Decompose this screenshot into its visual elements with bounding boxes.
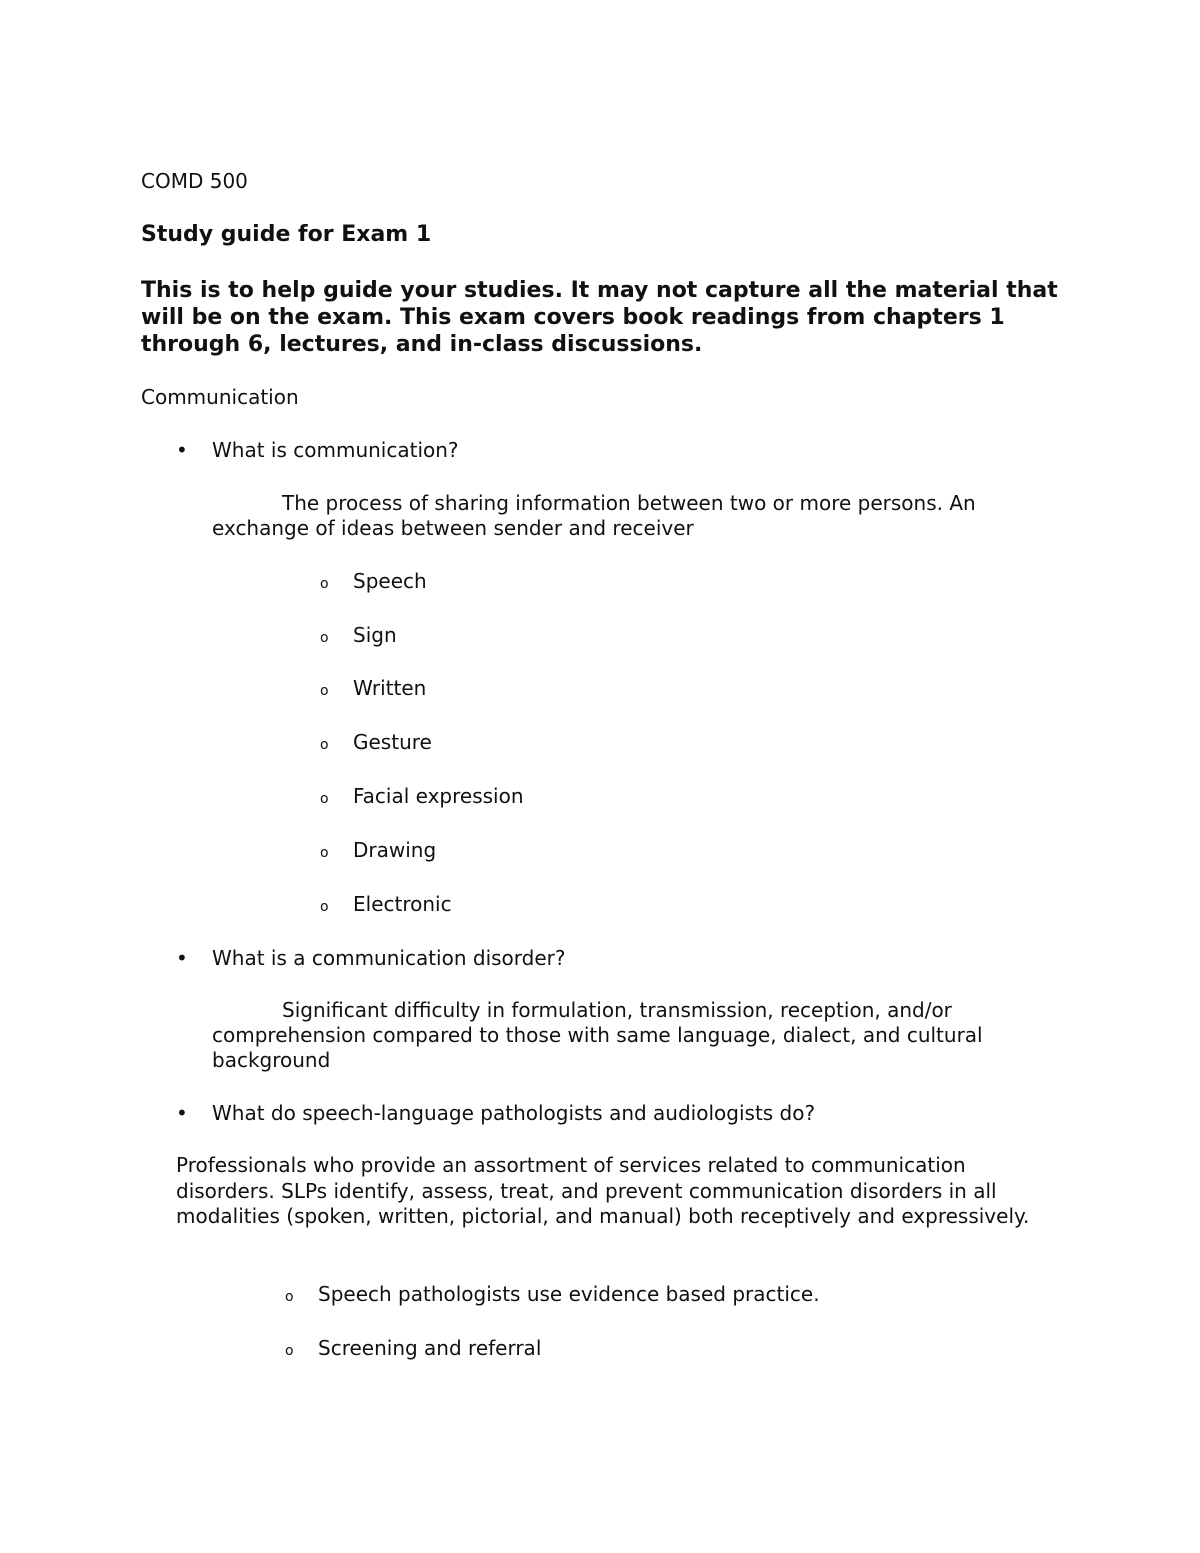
- list-item-label: Speech pathologists use evidence based practice.: [318, 1282, 820, 1306]
- list-item-label: Speech: [353, 569, 427, 593]
- circle-bullet-icon: o: [285, 1289, 294, 1305]
- bullet-icon: •: [176, 946, 188, 970]
- list-item-label: Sign: [353, 623, 397, 647]
- list-item-label: Drawing: [353, 838, 437, 862]
- bullet-icon: •: [176, 438, 188, 462]
- list-item-label: Gesture: [353, 730, 432, 754]
- list-item-label: Written: [353, 676, 427, 700]
- circle-bullet-icon: o: [320, 576, 329, 592]
- answer-text: The process of sharing information between two or more persons. An exchange of ideas between sender and receiver: [212, 491, 976, 540]
- answer-paragraph: Professionals who provide an assortment of services related to communication disorders. SLPs identify, assess, treat, and prevent communication disorders in all modalities (spoken, written, pictorial, and manual) both receptively and expressively.: [176, 1153, 1030, 1228]
- page-title: Study guide for Exam 1: [141, 222, 432, 247]
- circle-bullet-icon: o: [320, 791, 329, 807]
- intro-paragraph: This is to help guide your studies. It may not capture all the material that will be on the exam. This exam covers book readings from chapters 1 through 6, lectures, and in-class discussions.: [141, 278, 1058, 357]
- list-item-label: Facial expression: [353, 784, 524, 808]
- question-text: What is communication?: [212, 438, 459, 462]
- question-text: What do speech-language pathologists and audiologists do?: [212, 1101, 816, 1125]
- circle-bullet-icon: o: [285, 1343, 294, 1359]
- circle-bullet-icon: o: [320, 683, 329, 699]
- bullet-icon: •: [176, 1101, 188, 1125]
- list-item-label: Electronic: [353, 892, 452, 916]
- answer-text: Significant difficulty in formulation, transmission, reception, and/or comprehension compared to those with same language, dialect, and cultural background: [212, 998, 983, 1072]
- question-text: What is a communication disorder?: [212, 946, 566, 970]
- circle-bullet-icon: o: [320, 899, 329, 915]
- circle-bullet-icon: o: [320, 630, 329, 646]
- list-item-label: Screening and referral: [318, 1336, 542, 1360]
- course-code: COMD 500: [141, 169, 248, 193]
- section-heading: Communication: [141, 385, 299, 409]
- circle-bullet-icon: o: [320, 845, 329, 861]
- circle-bullet-icon: o: [320, 737, 329, 753]
